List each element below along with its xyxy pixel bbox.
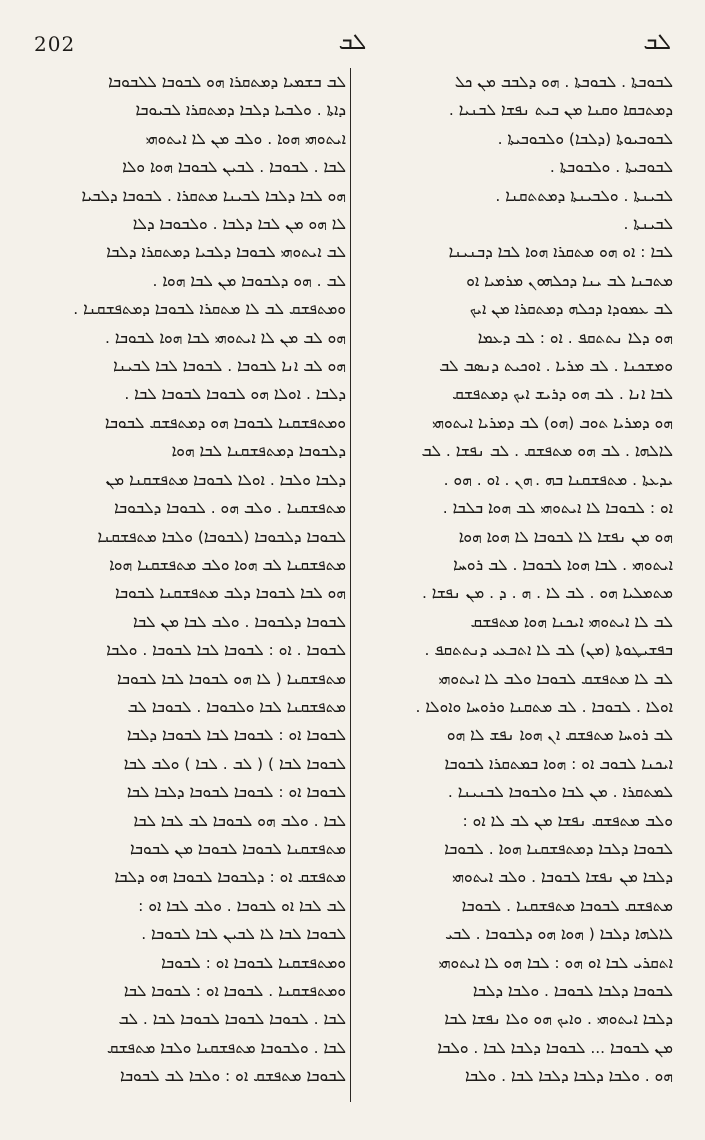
text-line: ܠܒܐ : ܐܘ ܗܘ ܡܬܩܪܐ ܗܘܐ ܠܒܐ ܕܒܢܝܢܐ — [448, 243, 673, 262]
corner-head: ܠܒ — [643, 30, 671, 55]
text-line: ܐܬܩܪܝ ܠܒܐ ܐܘ ܗܘ : ܠܒܐ ܗܘ ܠܐ ܐܝܬܘܗܝ — [438, 953, 673, 972]
text-line: ܡܬܦܫܩܢܐ . ܘܠܒ ܗܘ . ܠܒܘܒܐ ܕܠܒܘܒܐ — [114, 499, 346, 518]
page-number: 202 — [34, 32, 76, 56]
text-line: ܗܘ ܠܒ ܡܢ ܠܐ ܐܝܬܘܗܝ ܠܒܐ ܗܘܐ ܠܒܘܒܐ . — [105, 328, 346, 347]
text-line: ܠܒܘܒܐ ܕܠܒܐ ܕܡܬܦܫܩܢܐ ܗܘܐ . ܠܒܘܒܐ — [444, 839, 673, 858]
text-line: ܡܬܦܫܩܢܐ ( ܠܐ ܗܘ ܠܒܘܒܐ ܠܒܐ ܠܒܘܒܐ — [117, 669, 346, 688]
right-column — [355, 68, 673, 1102]
text-line: ܘܡܫܟܢܐ . ܠܒ ܡܪܝܐ . ܐܘܟܝܬ ܕܢܣܒ ܠܒ — [439, 357, 673, 376]
text-line: ܐܝܬܘܗܝ ܗܘܐ . ܘܠܒ ܡܢ ܠܐ ܐܝܬܘܗܝ — [145, 129, 346, 148]
text-line: ܕܠܒܐ ܡܢ ܢܦܫܐ ܠܒܘܒܐ . ܘܠܒ ܐܝܬܘܗܝ — [452, 868, 673, 887]
text-line: ܘܡܬܦܫܩܢܐ ܠܒܘܒܐ ܗܘ ܕܡܬܦܫܩ ܠܒܘܒܐ — [104, 413, 346, 432]
text-line: ܠܒܐ . ܠܒܘܒܐ ܠܒܘܒܐ ܠܒܘܒܐ ܠܒܐ . ܠܒ — [118, 1010, 346, 1029]
text-line: ܡܢ ܠܒܘܒܐ ... ܠܒܘܒܐ ܕܠܒܐ ܠܒܐ . ܘܠܒܐ — [437, 1038, 673, 1057]
text-line: ܠܡܬܩܪܐ . ܡܢ ܠܒܐ ܘܠܒܘܒܐ ܠܒܢܝܢܐ . — [447, 783, 673, 802]
text-line: ܕܠܒܐ ܐܝܬܘܗܝ . ܘܐܝܟ ܗܘ ܘܠܐ ܢܦܫܐ ܠܒܐ — [444, 1010, 673, 1029]
text-line: ܠܐܠܗܐ . ܠܒ ܗܘ ܡܬܦܫܩ . ܠܒ ܢܦܫܐ . ܠܒ — [421, 442, 673, 461]
text-line: ܝܕܥܬܐ . ܡܬܦܫܩܢܐ ܒܗ . ܗܢ . ܐܘ . ܗܘ . — [443, 470, 673, 489]
text-line: ܗܘ ܕܠܐ ܢܬܬܩܦ . ܐܘ : ܠܒ ܕܥܡܐ — [477, 328, 673, 347]
text-line: ܒܦܫܝܛܘܬܐ (ܡܢ) ܠܒ ܠܐ ܐܬܒܥܝ ܕܢܬܬܩܦ . — [424, 641, 673, 660]
text-line: ܡܬܦܫܩܢܐ ܠܒܘܒܐ ܠܒܘܒܐ ܡܢ ܠܒܘܒܐ — [129, 839, 346, 858]
text-line: ܠܒܘܒܐ ܕܠܒܘܒܐ (ܠܒܘܒܐ) ܘܠܒܐ ܡܬܦܫܩܢܐ — [97, 527, 346, 546]
text-line: ܐܘܠܐ . ܠܒܘܒܐ . ܠܒ ܡܬܩܢܐ ܘܪܘܚܐ ܘܐܘܠܐ . — [415, 697, 673, 716]
text-line: ܗܘ ܠܒ ܐܢܐ ܠܒܘܒܐ . ܠܒܘܒܐ ܠܒܐ ܠܒܝܢܐ — [113, 357, 346, 376]
text-line: ܠܒܘܒܐ ܠܒܐ ܠܐ ܠܒܝܢ ܠܒܐ ܠܒܘܒܐ . — [141, 925, 346, 944]
text-line: ܗܘ ܠܒܐ ܠܒܘܒܐ ܕܠܒ ܡܬܦܫܩܢܐ ܠܒܘܒܐ — [115, 584, 346, 603]
text-line: ܡܬܦܫܩ ܠܒܘܒܐ ܡܬܦܫܩܢܐ . ܠܒܘܒܐ — [461, 896, 673, 915]
text-line: ܠܐ ܗܘ ܡܢ ܠܒܐ ܕܠܒܐ . ܘܠܒܘܒܐ ܕܠܐ — [132, 215, 346, 234]
text-line: ܠܒ ܠܐ ܡܬܦܫܩ ܠܒܘܒܐ ܘܠܒ ܠܐ ܐܝܬܘܗܝ — [438, 669, 673, 688]
text-line: ܠܒܘܒܐ ܡܬܦܫܩ ܐܘ : ܘܠܒܐ ܠܒ ܠܒܘܒܐ — [120, 1067, 346, 1086]
text-line: ܡܬܦܫܩܢܐ ܠܒܐ ܘܠܒܘܒܐ . ܠܒܘܒܐ ܠܒ — [127, 697, 346, 716]
text-line: ܡܬܦܫܩ ܐܘ : ܕܠܒܘܒܐ ܠܒܘܒܐ ܗܘ ܕܠܒܐ — [114, 868, 346, 887]
text-line: ܠܒ . ܗܘ ܕܠܒܘܒܐ ܡܢ ܠܒܐ ܗܘܐ . — [152, 271, 346, 290]
text-line: ܐܘ : ܠܒܘܒܐ ܠܐ ܐܝܬܘܗܝ ܠܒ ܗܘܐ ܒܠܒܐ . — [442, 499, 673, 518]
text-line: ܠܒܐ . ܘܠܒ ܗܘ ܠܒܘܒܐ ܠܒ ܠܒܐ ܠܒܐ — [133, 811, 346, 830]
text-line: ܠܒܘܒܐ ܕܠܒܘܒܐ . ܘܠܒ ܠܒܐ ܡܢ ܠܒܐ — [133, 612, 346, 631]
text-line: ܐܝܬܘܗܝ . ܠܒܐ ܗܘܐ ܠܒܘܒܐ . ܠܒ ܪܘܚܐ — [453, 555, 673, 574]
text-line: ܠܒ ܪܘܚܐ ܡܬܦܫܩ ܐܢ ܗܘܐ ܢܦܫ ܠܐ ܗܘ — [446, 726, 673, 745]
text-line: ܡܬܒܢܐ ܠܒ ܝܢܐ ܕܟܠܗܘܢ ܡܪܡܝܐ ܐܘ — [466, 271, 673, 290]
text-line: ܕܠܒܘܒܐ ܕܡܬܦܫܩܢܐ ܠܒܐ ܗܘܐ — [171, 442, 346, 461]
text-line: ܠܒܘܒܐ ܐܘ : ܠܒܘܒܐ ܠܒܐ ܠܒܘܒܐ ܕܠܒܐ — [126, 726, 346, 745]
text-line: ܠܐܠܗܐ ܕܠܒܐ ( ܗܘܐ ܗܘ ܕܠܒܘܒܐ . ܠܒܝ — [445, 925, 673, 944]
column-divider — [350, 68, 351, 1102]
text-line: ܠܒܘܒܬܐ . ܠܒܘܒܬܐ . ܗܘ ܕܠܒܒ ܡܢ ܟܠ — [454, 73, 673, 91]
text-line: ܠܒ ܠܐ ܐܝܬܘܗܝ ܐܝܟܢܐ ܗܘܐ ܡܬܦܫܩ — [470, 612, 673, 631]
text-line: ܡܬܦܫܩܢܐ ܠܒ ܗܘܐ ܘܠܒ ܡܬܦܫܩܢܐ ܗܘܐ — [109, 555, 346, 574]
text-line: ܠܒܐ . ܘܠܒܘܒܐ ܡܬܦܫܩܢܐ ܘܠܒܐ ܡܬܦܫܩ — [106, 1038, 346, 1057]
text-line: ܗܘ . ܘܠܒܐ ܕܠܒܐ ܕܠܒܐ ܠܒܐ . ܘܠܒܐ — [465, 1067, 673, 1086]
text-line: ܠܒ ܒܫܡܝܐ ܕܡܬܩܪܐ ܗܘ ܠܒܘܒܐ ܠܠܒܘܒܐ — [108, 73, 346, 91]
text-line: ܕܐܬܐ . ܘܠܒܝܐ ܕܠܒܐ ܕܡܬܩܪܐ ܠܒܝܘܒܐ — [135, 101, 346, 120]
text-line: ܠܒܘܒܐ ܐܘ : ܠܒܘܒܐ ܠܒܘܒܐ ܕܠܒܐ ܠܒܐ — [126, 783, 346, 802]
text-line: ܠܒܘܒܝܘܬܐ (ܕܠܒܐ) ܘܠܒܘܒܝܬܐ . — [497, 129, 673, 148]
text-line: ܠܒܝܢܬܐ . ܘܠܒܝܢܬܐ ܕܡܬܬܩܢܐ . — [495, 186, 673, 205]
text-line: ܠܒܘܒܝܬܐ . ܘܠܒܘܒܬܐ . — [549, 158, 673, 177]
text-line: ܕܠܒܐ . ܐܘܠܐ ܗܘ ܠܒܘܒܐ ܠܒܘܒܐ ܠܒܐ . — [124, 385, 346, 404]
text-line: ܡܬܡܠܝܐ ܗܘ . ܠܒ ܠܐ . ܗ . ܕ . ܡܢ ܢܦܫܐ . — [421, 584, 673, 603]
left-column — [28, 68, 346, 1102]
text-line: ܗܘ ܕܡܪܝܐ ܬܘܒ (ܗܘ) ܠܒ ܕܡܪܝܐ ܐܝܬܘܗܝ — [432, 413, 673, 432]
text-line: ܐܝܟܢܐ ܠܒܘܒ ܐܘ : ܗܘܐ ܒܡܬܩܪܐ ܠܒܘܒܐ — [444, 754, 673, 773]
text-line: ܠܒܘܒܐ ܕܠܒܐ ܠܒܘܒܐ . ܘܠܒܐ ܕܠܒܐ — [472, 982, 673, 1000]
text-line: ܗܘ ܡܢ ܢܦܫܐ ܠܐ ܠܒܘܒܐ ܠܐ ܗܘܐ ܗܘܐ — [458, 527, 673, 546]
text-line: ܠܒ ܥܡܘܕܐ ܕܟܠܗ ܕܡܬܩܪܐ ܡܢ ܐܝܟ — [469, 300, 673, 319]
text-line: ܗܘ ܠܒܐ ܕܠܒܐ ܠܒܝܢܐ ܡܬܩܪܐ . ܠܒܘܒܐ ܕܠܒܝܐ — [81, 186, 346, 205]
running-head: ܠܒ — [338, 30, 367, 55]
text-line: ܘܡܬܦܫܩܢܐ . ܠܒܘܒܐ ܐܘ : ܠܒܘܒܐ ܠܒܐ — [123, 982, 346, 1000]
text-line: ܠܒܘܒܐ ܠܒܐ ) ( ܠܒ . ܠܒܐ ) ܘܠܒ ܠܒܐ — [123, 754, 346, 773]
text-line: ܘܡܬܦܫܩ ܠܒ ܠܐ ܡܬܩܪܐ ܠܒܘܒܐ ܕܡܬܦܫܩܢܐ . — [73, 300, 346, 319]
text-line: ܠܒܘܒܐ . ܐܘ : ܠܒܘܒܐ ܠܒܐ ܠܒܘܒܐ . ܘܠܒܐ — [106, 641, 346, 660]
text-line: ܕܠܒܐ ܘܠܒܐ . ܐܘܠܐ ܠܒܘܒܐ ܡܬܦܫܩܢܐ ܡܢ — [105, 470, 346, 489]
text-line: ܠܒܝܢܬܐ . — [623, 215, 673, 234]
text-line: ܘܠܒ ܡܬܦܫܩ ܢܦܫܐ ܡܢ ܠܒ ܠܐ ܐܘ : — [462, 811, 673, 830]
text-line: ܕܡܬܒܩܐ ܘܩܢܐ ܡܢ ܒܝܬ ܢܦܫܐ ܠܒܢܝܐ . — [448, 101, 673, 120]
text-line: ܠܒܐ . ܠܒܘܒܐ . ܠܒܝܢ ܠܒܘܒܐ ܗܘܐ ܘܠܐ — [122, 158, 346, 177]
page-header — [30, 30, 675, 60]
text-line: ܠܒ ܐܝܬܘܗܝ ܠܒܘܒܐ ܕܠܒܝܐ ܕܡܬܩܪܐ ܕܠܒܐ — [106, 243, 346, 262]
text-line: ܘܡܬܦܫܩܢܐ ܠܒܘܒܐ ܐܘ : ܠܒܘܒܐ — [161, 953, 346, 972]
text-line: ܠܒ ܠܒܐ ܐܘ ܠܒܘܒܐ . ܘܠܒ ܠܒܐ ܐܘ : — [138, 896, 346, 915]
text-line: ܠܒܐ ܐܢܐ . ܠܒ ܗܘ ܕܪܝܫ ܐܝܟ ܕܡܬܦܫܩ — [452, 385, 673, 404]
